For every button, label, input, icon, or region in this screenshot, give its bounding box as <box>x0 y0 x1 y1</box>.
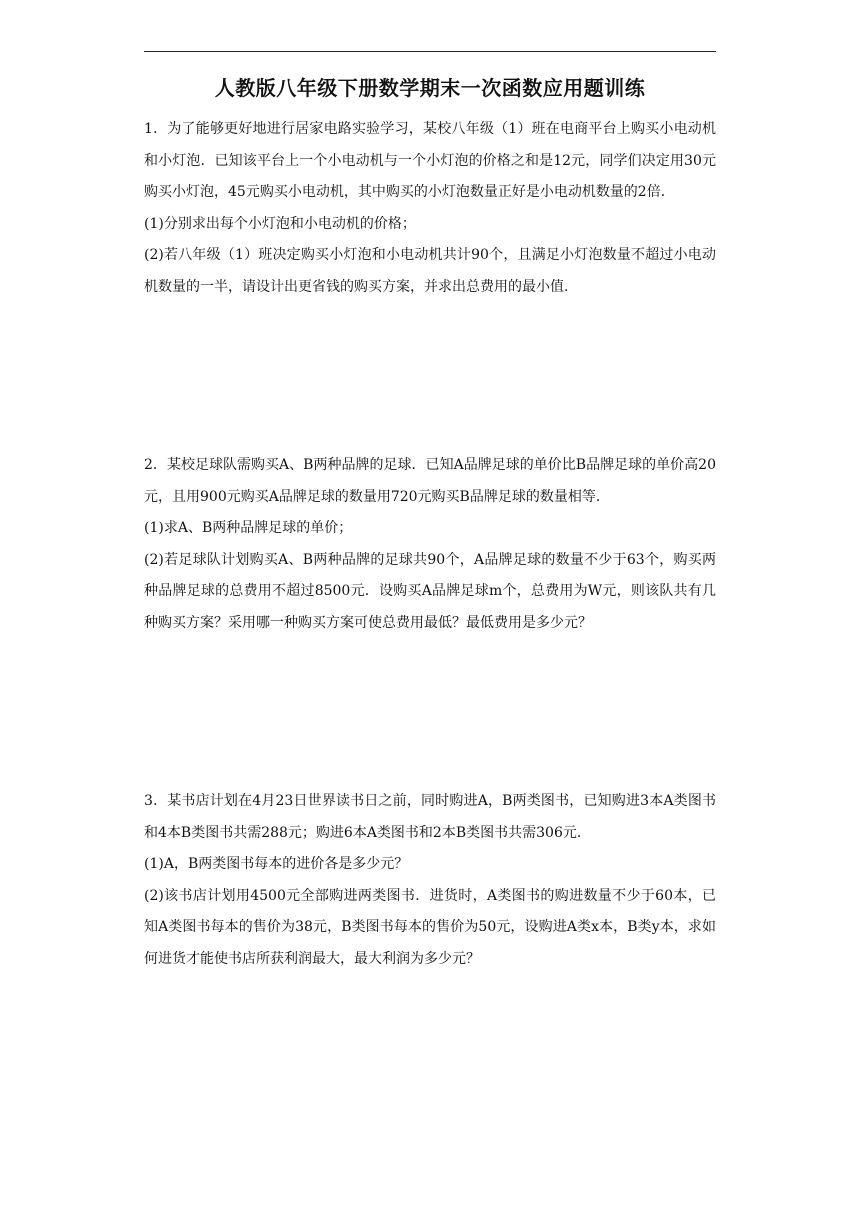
problem-2-question-1: (1)求A、B两种品牌足球的单价； <box>144 520 353 536</box>
problem-3-intro <box>144 786 716 849</box>
problem-1-question-1: (1)分别求出每个小灯泡和小电动机的价格； <box>144 215 416 232</box>
problem-3-number: 3． <box>144 793 168 809</box>
problem-3-question-1: (1)A，B两类图书每本的进价各是多少元？ <box>144 856 409 872</box>
problem-3-text: 某书店计划在4月23日世界读书日之前，同时购进A，B两类图书，已知购进3本A类图书和4本B类图书共需288元；购进6本A类图书和2本B类图书共需306元． <box>144 793 716 841</box>
problem-2-intro <box>144 450 716 513</box>
problem-2-number: 2． <box>144 457 167 473</box>
page-title: 人教版八年级下册数学期末一次函数应用题训练 <box>214 76 646 100</box>
problem-3-question-2: (2)该书店计划用4500元全部购进两类图书．进货时，A类图书的购进数量不少于60本，已知A类图书每本的售价为38元，B类图书每本的售价为50元，设购进A类x本，B类y本，求如何进货才能使书店所获利润最大，最大利润为多少元？ <box>144 887 716 967</box>
problem-2 <box>144 450 716 639</box>
problem-1 <box>144 114 716 303</box>
problem-2-text: 某校足球队需购买A、B两种品牌的足球．已知A品牌足球的单价比B品牌足球的单价高20元，且用900元购买A品牌足球的数量用720元购买B品牌足球的数量相等． <box>144 457 716 505</box>
problem-1-number: 1． <box>144 121 168 137</box>
problem-1-text: 为了能够更好地进行居家电路实验学习，某校八年级（1）班在电商平台上购买小电动机和小灯泡．已知该平台上一个小电动机与一个小灯泡的价格之和是12元，同学们决定用30元购买小灯泡，45元购买小电动机，其中购买的小灯泡数量正好是小电动机数量的2倍． <box>144 121 716 200</box>
problem-1-intro <box>144 114 716 209</box>
problem-2-question-2: (2)若足球队计划购买A、B两种品牌的足球共90个，A品牌足球的数量不少于63个，购买两种品牌足球的总费用不超过8500元．设购买A品牌足球m个，总费用为W元，则该队共有几种购买方案？采用哪一种购买方案可使总费用最低？最低费用是多少元？ <box>144 551 716 631</box>
problem-1-question-2: (2)若八年级（1）班决定购买小灯泡和小电动机共计90个，且满足小灯泡数量不超过小电动机数量的一半，请设计出更省钱的购买方案，并求出总费用的最小值． <box>144 247 716 295</box>
problem-3 <box>144 786 716 975</box>
header-rule <box>144 51 716 52</box>
